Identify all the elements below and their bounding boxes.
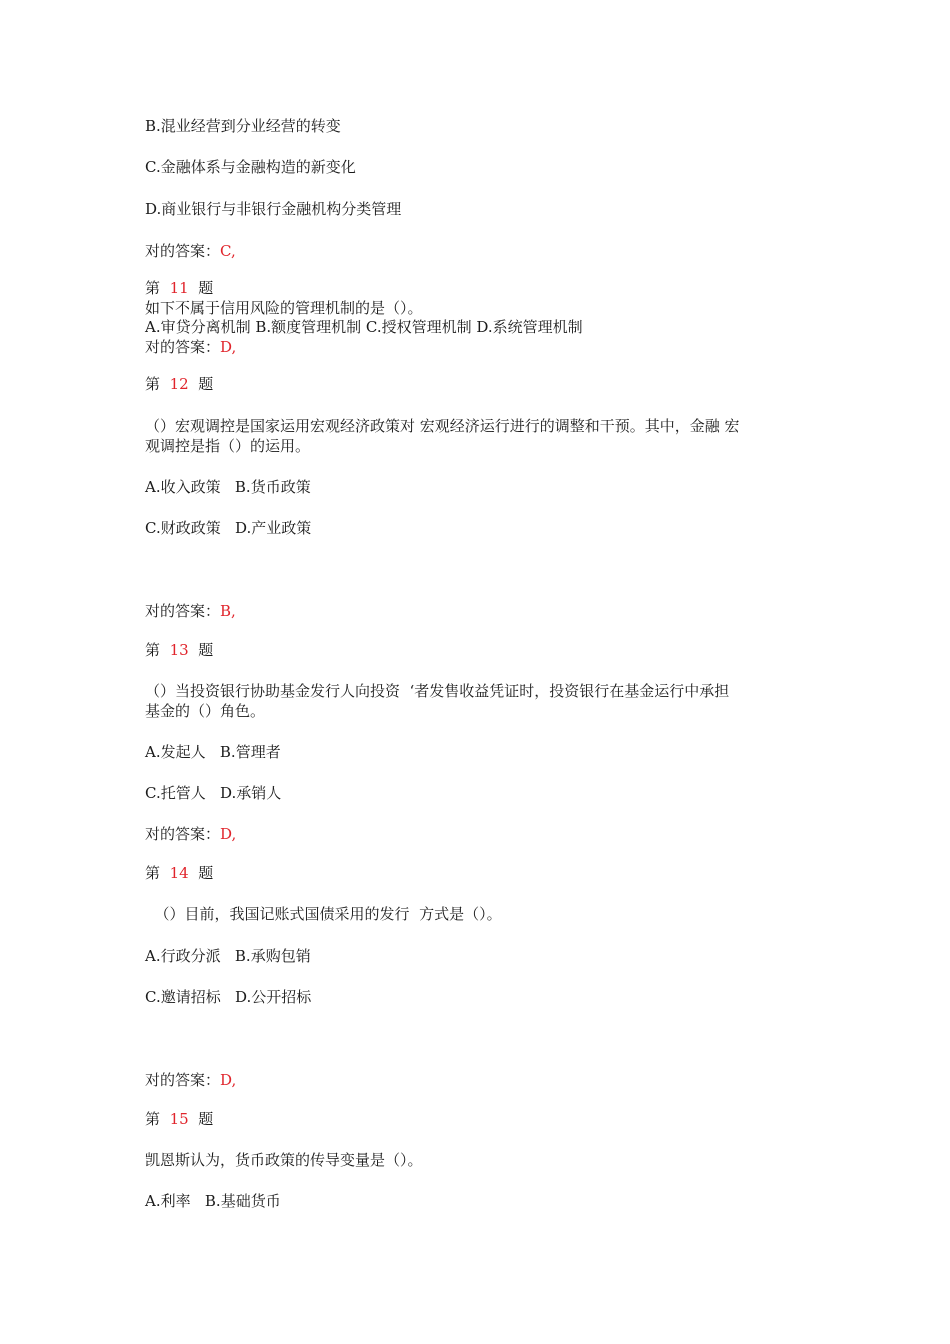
- question-prefix: 第: [145, 864, 161, 882]
- q14-options-line2: C.邀请招标 D.公开招标: [145, 988, 312, 1006]
- q13-heading: [145, 640, 213, 660]
- q12-options-line1: A.收入政策 B.货币政策: [145, 478, 311, 496]
- q12-heading: [145, 374, 213, 394]
- question-number: 11: [169, 279, 189, 297]
- q12-stem-line2: 观调控是指（）的运用。: [145, 437, 311, 455]
- q14-options-line1: A.行政分派 B.承购包销: [145, 947, 311, 965]
- q14-heading: [145, 863, 213, 883]
- q13-answer: [145, 824, 236, 844]
- q14-answer: [145, 1070, 236, 1090]
- answer-label: 对的答案：: [145, 242, 221, 260]
- question-suffix: 题: [198, 864, 214, 882]
- q10-option-c: C.金融体系与金融构造的新变化: [145, 158, 356, 176]
- q10-option-d: D.商业银行与非银行金融机构分类管理: [145, 200, 402, 218]
- q10-option-b: B.混业经营到分业经营的转变: [145, 117, 341, 135]
- question-suffix: 题: [198, 375, 214, 393]
- q11-stem: 如下不属于信用风险的管理机制的是（）。: [145, 299, 423, 317]
- answer-label: 对的答案：: [145, 338, 221, 356]
- answer-value: D,: [220, 1071, 237, 1089]
- answer-value: D,: [220, 338, 237, 356]
- question-suffix: 题: [198, 641, 214, 659]
- q13-options-line2: C.托管人 D.承销人: [145, 784, 282, 802]
- q15-stem: 凯恩斯认为，货币政策的传导变量是（）。: [145, 1151, 423, 1169]
- q10-answer: [145, 241, 236, 261]
- answer-label: 对的答案：: [145, 825, 221, 843]
- answer-value: D,: [220, 825, 237, 843]
- q12-stem-line1: （）宏观调控是国家运用宏观经济政策对 宏观经济运行进行的调整和干预。其中，金融 宏: [145, 417, 740, 435]
- answer-label: 对的答案：: [145, 602, 221, 620]
- q13-options-line1: A.发起人 B.管理者: [145, 743, 281, 761]
- question-number: 13: [169, 641, 189, 659]
- q12-options-line2: C.财政政策 D.产业政策: [145, 519, 312, 537]
- question-prefix: 第: [145, 1110, 161, 1128]
- q11-options: A.审贷分离机制 B.额度管理机制 C.授权管理机制 D.系统管理机制: [145, 318, 583, 336]
- q13-stem-line2: 基金的（）角色。: [145, 702, 266, 720]
- question-suffix: 题: [198, 1110, 214, 1128]
- q12-answer: [145, 601, 236, 621]
- q15-heading: [145, 1109, 213, 1129]
- answer-label: 对的答案：: [145, 1071, 221, 1089]
- question-prefix: 第: [145, 375, 161, 393]
- question-number: 14: [169, 864, 189, 882]
- answer-value: B,: [220, 602, 236, 620]
- answer-value: C,: [220, 242, 236, 260]
- q13-stem-line1: （）当投资银行协助基金发行人向投资 ‘者发售收益凭证时，投资银行在基金运行中承担: [145, 682, 730, 700]
- question-prefix: 第: [145, 279, 161, 297]
- q11-answer: [145, 337, 236, 357]
- q14-stem: （）目前，我国记账式国债采用的发行 方式是（）。: [145, 905, 502, 923]
- question-number: 15: [169, 1110, 189, 1128]
- question-prefix: 第: [145, 641, 161, 659]
- question-number: 12: [169, 375, 189, 393]
- question-suffix: 题: [198, 279, 214, 297]
- q11-heading: [145, 278, 213, 298]
- q15-options-line1: A.利率 B.基础货币: [145, 1192, 281, 1210]
